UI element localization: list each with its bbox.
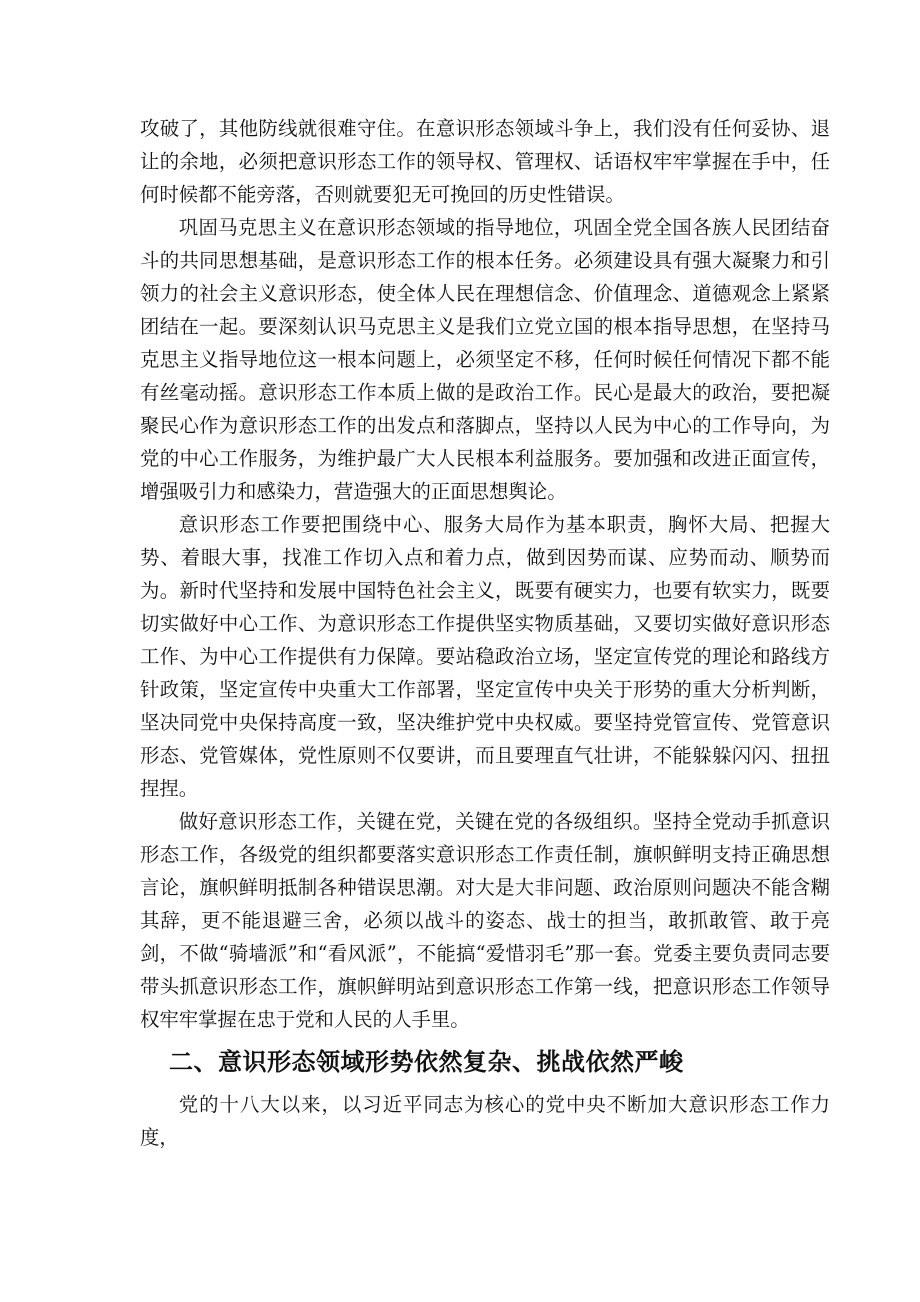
paragraph-party-leadership: 做好意识形态工作，关键在党，关键在党的各级组织。坚持全党动手抓意识形态工作，各级党的组织都要落实意识形态工作责任制，旗帜鲜明支持正确思想言论，旗帜鲜明抵制各种错误思潮。对大是大非问题、政治原则问题决不能含糊其辞，更不能退避三舍，必须以战斗的姿态、战士的担当，敢抓敢管、敢于亮剑，不做“骑墙派”和“看风派”，不能搞“爱惜羽毛”那一套。党委主要负责同志要带头抓意识形态工作，旗帜鲜明站到意识形态工作第一线，把意识形态工作领导权牢牢掌握在忠于党和人民的人手里。 — [140, 810, 830, 1031]
paragraph-basic-duty: 意识形态工作要把围绕中心、服务大局作为基本职责，胸怀大局、把握大势、着眼大事，找准工作切入点和着力点，做到因势而谋、应势而动、顺势而为。新时代坚持和发展中国特色社会主义，既要有硬实力，也要有软实力，既要切实做好中心工作、为意识形态工作提供坚实物质基础，又要切实做好意识形态工作、为中心工作提供有力保障。要站稳政治立场，坚定宣传党的理论和路线方针政策，坚定宣传中央重大工作部署，坚定宣传中央关于形势的重大分析判断，坚决同党中央保持高度一致，坚决维护党中央权威。要坚持党管宣传、党管意识形态、党管媒体，党性原则不仅要讲，而且要理直气壮讲，不能躲躲闪闪、扭扭捏捏。 — [140, 513, 830, 800]
paragraph-continued: 攻破了，其他防线就很难守住。在意识形态领域斗争上，我们没有任何妥协、退让的余地，必须把意识形态工作的领导权、管理权、话语权牢牢掌握在手中，任何时候都不能旁落，否则就要犯无可挽回的历史性错误。 — [140, 117, 830, 206]
document-body — [140, 112, 830, 1154]
paragraph-fundamental-task: 巩固马克思主义在意识形态领域的指导地位，巩固全党全国各族人民团结奋斗的共同思想基础，是意识形态工作的根本任务。必须建设具有强大凝聚力和引领力的社会主义意识形态，使全体人民在理想信念、价值理念、道德观念上紧紧团结在一起。要深刻认识马克思主义是我们立党立国的根本指导思想，在坚持马克思主义指导地位这一根本问题上，必须坚定不移，任何时候任何情况下都不能有丝毫动摇。意识形态工作本质上做的是政治工作。民心是最大的政治，要把凝聚民心作为意识形态工作的出发点和落脚点，坚持以人民为中心的工作导向，为党的中心工作服务，为维护最广大人民根本利益服务。要加强和改进正面宣传，增强吸引力和感染力，营造强大的正面思想舆论。 — [140, 216, 830, 503]
paragraph-since-18th-congress: 党的十八大以来，以习近平同志为核心的党中央不断加大意识形态工作力度， — [140, 1093, 830, 1149]
section-heading: 二、意识形态领域形势依然复杂、挑战依然严峻 — [169, 1048, 684, 1076]
